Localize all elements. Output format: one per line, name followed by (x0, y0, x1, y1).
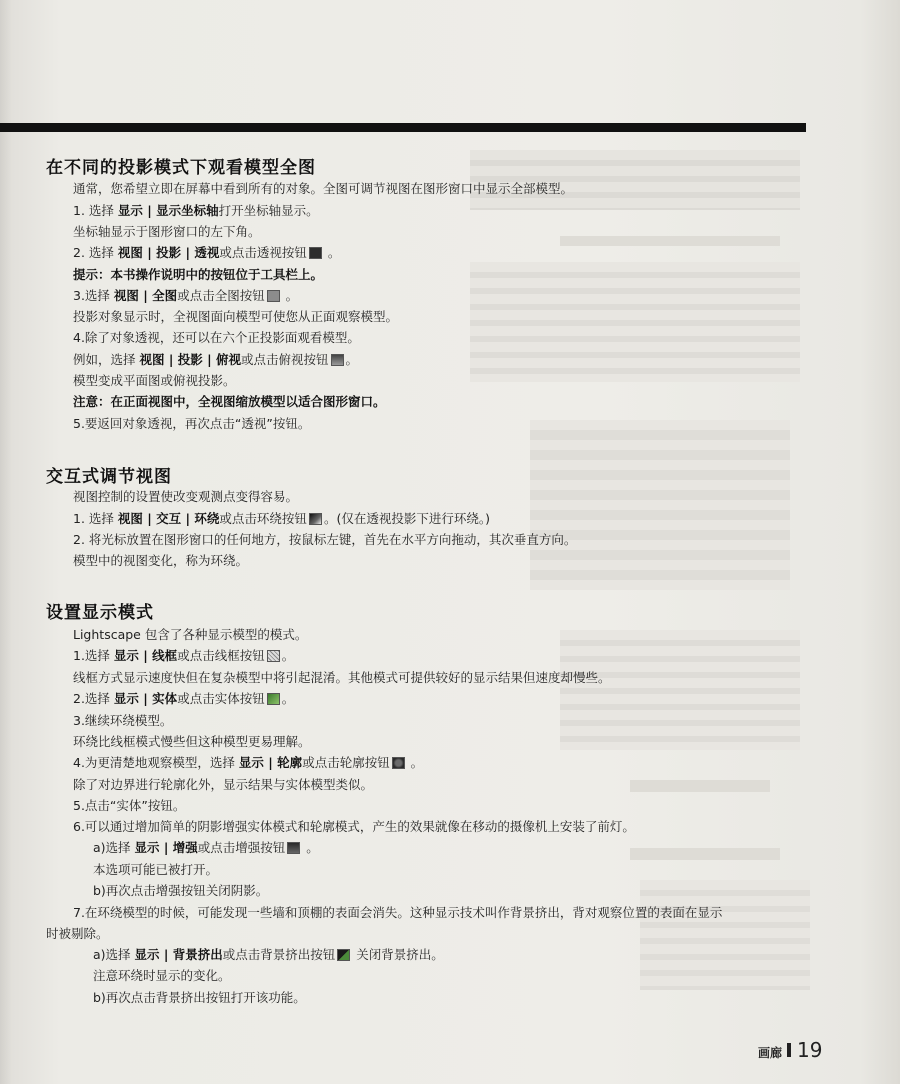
bleed-through-list (530, 420, 790, 590)
enhance-icon (287, 842, 300, 854)
paragraph: 模型变成平面图或俯视投影。 (73, 373, 236, 388)
menu-path: 视图 | 交互 | 环绕 (117, 511, 220, 526)
step-2: 2.选择 显示 | 实体或点击实体按钮 。 (73, 691, 295, 706)
bleed-through-block (560, 630, 800, 750)
menu-path: 视图 | 投影 | 透视 (117, 245, 220, 260)
paragraph: 注意环绕时显示的变化。 (93, 968, 231, 983)
perspective-icon (309, 247, 322, 259)
header-rule (0, 123, 806, 132)
step-5: 5.点击“实体”按钮。 (73, 798, 186, 813)
step-6: 6.可以通过增加简单的阴影增强实体模式和轮廓模式，产生的效果就像在移动的摄像机上安装了前灯。 (73, 819, 635, 834)
menu-path: 显示 | 实体 (113, 691, 178, 706)
paragraph: Lightscape 包含了各种显示模型的模式。 (73, 627, 308, 642)
footer-divider (787, 1043, 791, 1057)
wireframe-icon (267, 650, 280, 662)
footer-label: 画廊 (758, 1046, 783, 1060)
backface-icon (337, 949, 350, 961)
solid-icon (267, 693, 280, 705)
outline-icon (392, 757, 405, 769)
step-7-continued: 时被剔除。 (46, 926, 109, 941)
paragraph: 通常，您希望立即在屏幕中看到所有的对象。全图可调节视图在图形窗口中显示全部模型。 (73, 181, 574, 196)
step-2: 2. 选择 视图 | 投影 | 透视或点击透视按钮 。 (73, 245, 341, 260)
paragraph: 环绕比线框模式慢些但这种模型更易理解。 (73, 734, 311, 749)
step-1: 1. 选择 视图 | 交互 | 环绕或点击环绕按钮 。(仅在透视投影下进行环绕。) (73, 511, 490, 526)
menu-path: 视图 | 投影 | 俯视 (139, 352, 242, 367)
step-5: 5.要返回对象透视，再次点击“透视”按钮。 (73, 416, 311, 431)
step-1: 1.选择 显示 | 线框或点击线框按钮 。 (73, 648, 295, 663)
paragraph: 除了对边界进行轮廓化外，显示结果与实体模型类似。 (73, 777, 374, 792)
step-2: 2. 将光标放置在图形窗口的任何地方，按鼠标左键，首先在水平方向拖动，其次垂直方向。 (73, 532, 577, 547)
top-view-icon (331, 354, 344, 366)
page-number: 19 (797, 1038, 823, 1062)
orbit-icon (309, 513, 322, 525)
paragraph: 视图控制的设置使改变观测点变得容易。 (73, 489, 299, 504)
step-3: 3.继续环绕模型。 (73, 713, 173, 728)
menu-path: 显示 | 显示坐标轴 (117, 203, 219, 218)
step-4: 4.除了对象透视，还可以在六个正投影面观看模型。 (73, 330, 360, 345)
bleed-through-block (640, 880, 810, 990)
attention-note: 注意：在正面视图中，全视图缩放模型以适合图形窗口。 (73, 394, 386, 409)
paragraph: 坐标轴显示于图形窗口的左下角。 (73, 224, 261, 239)
fit-view-icon (267, 290, 280, 302)
paragraph: 投影对象显示时，全视图面向模型可使您从正面观察模型。 (73, 309, 399, 324)
step-7: 7.在环绕模型的时候，可能发现一些墙和顶棚的表面会消失。这种显示技术叫作背景挤出，背对观察位置的表面在显示 (73, 905, 723, 920)
menu-path: 显示 | 增强 (134, 840, 198, 855)
bleed-through-heading (630, 848, 780, 860)
substep-b: b)再次点击增强按钮关闭阴影。 (93, 883, 269, 898)
step-3: 3.选择 视图 | 全图或点击全图按钮 。 (73, 288, 299, 303)
step-4: 4.为更清楚地观察模型，选择 显示 | 轮廓或点击轮廓按钮 。 (73, 755, 424, 770)
section-heading-display-mode: 设置显示模式 (46, 603, 154, 623)
bleed-through-heading (630, 780, 770, 792)
menu-path: 显示 | 线框 (113, 648, 178, 663)
substep-a: a)选择 显示 | 增强或点击增强按钮 。 (93, 840, 319, 855)
paragraph: 线框方式显示速度快但在复杂模型中将引起混淆。其他模式可提供较好的显示结果但速度却慢些。 (73, 670, 611, 685)
tip-note: 提示：本书操作说明中的按钮位于工具栏上。 (73, 267, 324, 282)
section-heading-interactive-view: 交互式调节视图 (46, 467, 172, 487)
paragraph: 本选项可能已被打开。 (93, 862, 219, 877)
substep-a: a)选择 显示 | 背景挤出或点击背景挤出按钮 关闭背景挤出。 (93, 947, 444, 962)
bleed-through-block (470, 262, 800, 382)
section-heading-full-view: 在不同的投影模式下观看模型全图 (46, 158, 316, 178)
menu-path: 视图 | 全图 (113, 288, 178, 303)
menu-path: 显示 | 轮廓 (238, 755, 303, 770)
bleed-through-block (470, 150, 800, 210)
menu-path: 显示 | 背景挤出 (134, 947, 223, 962)
bleed-through-heading (560, 236, 780, 246)
step-1: 1. 选择 显示 | 显示坐标轴打开坐标轴显示。 (73, 203, 319, 218)
paragraph: 例如，选择 视图 | 投影 | 俯视或点击俯视按钮 。 (73, 352, 359, 367)
paragraph: 模型中的视图变化，称为环绕。 (73, 553, 249, 568)
substep-b: b)再次点击背景挤出按钮打开该功能。 (93, 990, 306, 1005)
